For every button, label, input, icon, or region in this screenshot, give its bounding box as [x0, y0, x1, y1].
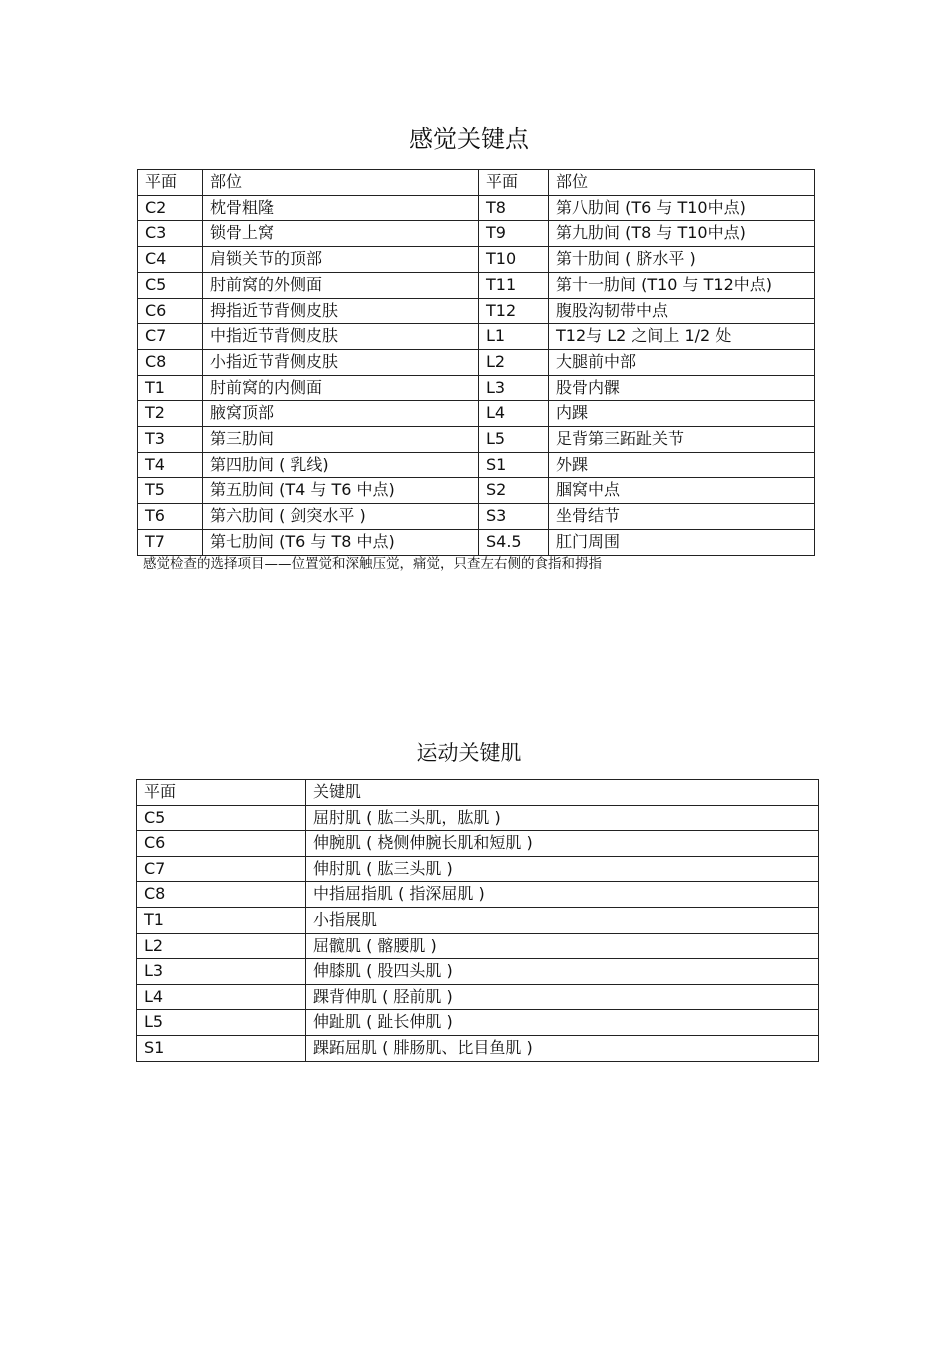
table-row [137, 933, 819, 959]
table-cell: C6 [138, 298, 203, 324]
table-cell: 伸趾肌 ( 趾长伸肌 ) [306, 1010, 819, 1036]
table-row [138, 401, 815, 427]
header-cell: 关键肌 [306, 780, 819, 806]
table-cell: 外踝 [549, 452, 815, 478]
table-row [138, 375, 815, 401]
table-cell: C2 [138, 195, 203, 221]
table-cell: 第五肋间 (T4 与 T6 中点) [203, 478, 479, 504]
table-row [138, 349, 815, 375]
table-header-row [138, 170, 815, 196]
sensory-table [137, 169, 815, 556]
table-cell: C8 [138, 349, 203, 375]
table-cell: 第十一肋间 (T10 与 T12中点) [549, 272, 815, 298]
table-cell: T12与 L2 之间上 1/2 处 [549, 324, 815, 350]
table-row [137, 831, 819, 857]
table-cell: L4 [137, 984, 306, 1010]
table-cell: 第九肋间 (T8 与 T10中点) [549, 221, 815, 247]
table-cell: C6 [137, 831, 306, 857]
table-row [138, 221, 815, 247]
table-cell: T1 [138, 375, 203, 401]
table-cell: 小指近节背侧皮肤 [203, 349, 479, 375]
table-cell: L5 [479, 427, 549, 453]
table-cell: 伸肘肌 ( 肱三头肌 ) [306, 856, 819, 882]
table-cell: 足背第三跖趾关节 [549, 427, 815, 453]
table-cell: 伸腕肌 ( 桡侧伸腕长肌和短肌 ) [306, 831, 819, 857]
table-cell: L2 [137, 933, 306, 959]
table-cell: S3 [479, 504, 549, 530]
table-cell: T8 [479, 195, 549, 221]
table-cell: 中指近节背侧皮肤 [203, 324, 479, 350]
table-cell: C7 [137, 856, 306, 882]
table-row [138, 247, 815, 273]
table-cell: 第十肋间 ( 脐水平 ) [549, 247, 815, 273]
table-cell: 中指屈指肌 ( 指深屈肌 ) [306, 882, 819, 908]
table-cell: 第六肋间 ( 剑突水平 ) [203, 504, 479, 530]
table-row [138, 529, 815, 555]
table-cell: 第七肋间 (T6 与 T8 中点) [203, 529, 479, 555]
table-row [138, 427, 815, 453]
table-cell: 腘窝中点 [549, 478, 815, 504]
motor-table [136, 779, 819, 1062]
table-row [138, 452, 815, 478]
table-row [138, 504, 815, 530]
table-cell: L5 [137, 1010, 306, 1036]
table-cell: T3 [138, 427, 203, 453]
table-cell: 肛门周围 [549, 529, 815, 555]
table-cell: C5 [137, 805, 306, 831]
table-cell: 肩锁关节的顶部 [203, 247, 479, 273]
table-cell: L4 [479, 401, 549, 427]
table-row [138, 272, 815, 298]
table-cell: 第四肋间 ( 乳线) [203, 452, 479, 478]
table-header-row [137, 780, 819, 806]
table-cell: T11 [479, 272, 549, 298]
table-cell: 股骨内髁 [549, 375, 815, 401]
table-cell: 内踝 [549, 401, 815, 427]
header-cell: 部位 [549, 170, 815, 196]
table-cell: 第三肋间 [203, 427, 479, 453]
table-cell: S1 [137, 1035, 306, 1061]
table-row [138, 298, 815, 324]
table-cell: 拇指近节背侧皮肤 [203, 298, 479, 324]
table-row [137, 1010, 819, 1036]
table-cell: T5 [138, 478, 203, 504]
table-cell: C8 [137, 882, 306, 908]
table-row [137, 882, 819, 908]
table-cell: C7 [138, 324, 203, 350]
table-row [138, 324, 815, 350]
table-cell: 腹股沟韧带中点 [549, 298, 815, 324]
table-cell: T7 [138, 529, 203, 555]
table-row [138, 195, 815, 221]
table-cell: T1 [137, 907, 306, 933]
table-row [138, 478, 815, 504]
header-cell: 平面 [138, 170, 203, 196]
table-cell: 大腿前中部 [549, 349, 815, 375]
header-cell: 平面 [479, 170, 549, 196]
table-cell: 屈髋肌 ( 髂腰肌 ) [306, 933, 819, 959]
table-cell: 小指展肌 [306, 907, 819, 933]
table-row [137, 1035, 819, 1061]
table-cell: 锁骨上窝 [203, 221, 479, 247]
motor-title: 运动关键肌 [416, 741, 522, 765]
table-row [137, 856, 819, 882]
table-cell: C3 [138, 221, 203, 247]
table-cell: S2 [479, 478, 549, 504]
table-cell: T10 [479, 247, 549, 273]
table-cell: L3 [137, 959, 306, 985]
table-cell: 肘前窝的外侧面 [203, 272, 479, 298]
table-cell: 枕骨粗隆 [203, 195, 479, 221]
header-cell: 平面 [137, 780, 306, 806]
table-row [137, 805, 819, 831]
table-cell: L2 [479, 349, 549, 375]
table-cell: 腋窝顶部 [203, 401, 479, 427]
table-cell: 屈肘肌 ( 肱二头肌，肱肌 ) [306, 805, 819, 831]
table-cell: C5 [138, 272, 203, 298]
table-cell: T6 [138, 504, 203, 530]
table-cell: L3 [479, 375, 549, 401]
table-cell: 肘前窝的内侧面 [203, 375, 479, 401]
header-cell: 部位 [203, 170, 479, 196]
table-cell: 第八肋间 (T6 与 T10中点) [549, 195, 815, 221]
table-row [137, 984, 819, 1010]
sensory-title: 感觉关键点 [409, 125, 529, 153]
table-cell: S4.5 [479, 529, 549, 555]
table-cell: S1 [479, 452, 549, 478]
table-cell: 踝跖屈肌 ( 腓肠肌、比目鱼肌 ) [306, 1035, 819, 1061]
table-cell: L1 [479, 324, 549, 350]
table-cell: 坐骨结节 [549, 504, 815, 530]
table-cell: T9 [479, 221, 549, 247]
table-cell: 伸膝肌 ( 股四头肌 ) [306, 959, 819, 985]
table-row [137, 907, 819, 933]
table-row [137, 959, 819, 985]
table-cell: T12 [479, 298, 549, 324]
table-cell: T2 [138, 401, 203, 427]
sensory-note: 感觉检查的选择项目——位置觉和深触压觉，痛觉，只查左右侧的食指和拇指 [143, 556, 602, 572]
table-cell: T4 [138, 452, 203, 478]
table-cell: 踝背伸肌 ( 胫前肌 ) [306, 984, 819, 1010]
table-cell: C4 [138, 247, 203, 273]
